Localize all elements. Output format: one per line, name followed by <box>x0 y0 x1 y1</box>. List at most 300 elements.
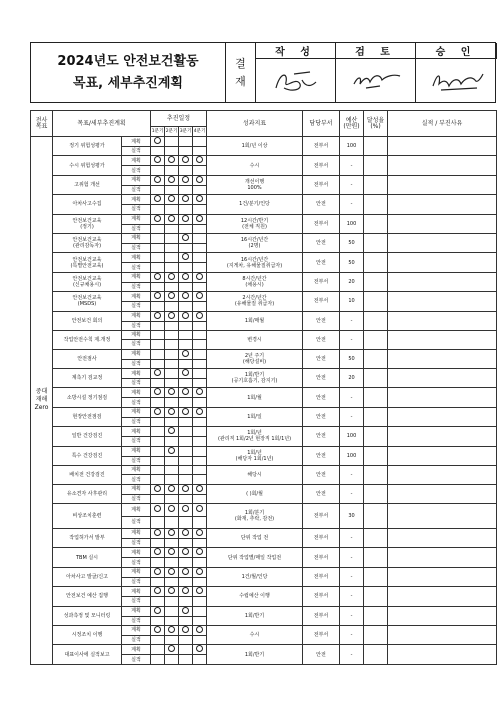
achieve-cell[interactable] <box>364 567 388 586</box>
schedule-cell <box>179 253 193 263</box>
schedule-cell <box>193 484 207 494</box>
result-cell[interactable] <box>388 253 497 272</box>
table-row <box>31 214 497 224</box>
actual-cell[interactable] <box>193 379 207 388</box>
schedule-cell <box>151 504 165 516</box>
actual-label: 실적 <box>122 224 151 233</box>
plan-label: 계획 <box>122 504 151 516</box>
achieve-cell[interactable] <box>364 606 388 625</box>
actual-cell[interactable] <box>193 437 207 446</box>
actual-cell[interactable] <box>179 379 193 388</box>
actual-cell[interactable] <box>151 147 165 156</box>
actual-cell[interactable] <box>179 597 193 606</box>
actual-cell[interactable] <box>151 243 165 252</box>
schedule-cell <box>151 567 165 577</box>
budget-cell: 20 <box>340 272 364 291</box>
actual-cell[interactable] <box>193 147 207 156</box>
item-name: 안전보건교육 (정기) <box>53 214 122 233</box>
actual-cell[interactable] <box>165 282 179 291</box>
actual-cell[interactable] <box>193 494 207 503</box>
kpi-cell: 12시간/반기 (전체 직원) <box>207 214 303 233</box>
actual-cell[interactable] <box>193 635 207 644</box>
schedule-cell <box>193 311 207 321</box>
plan-label: 계획 <box>122 567 151 577</box>
item-name: 대표이사에 실적보고 <box>53 645 122 664</box>
budget-cell: - <box>340 625 364 644</box>
planned-mark <box>168 505 175 512</box>
dept-cell: 전부서 <box>303 587 340 606</box>
achieve-cell[interactable] <box>364 330 388 349</box>
col-kpi: 성과지표 <box>207 111 303 137</box>
col-budget: 예산 (만원) <box>340 111 364 137</box>
actual-cell[interactable] <box>151 379 165 388</box>
actual-cell[interactable] <box>193 302 207 311</box>
schedule-cell <box>165 388 179 398</box>
result-cell[interactable] <box>388 272 497 291</box>
dept-cell: 안전 <box>303 466 340 485</box>
actual-cell[interactable] <box>151 475 165 484</box>
kpi-cell: 1회/반기 <box>207 645 303 664</box>
table-row <box>31 427 497 437</box>
planned-mark <box>168 587 175 594</box>
actual-cell[interactable] <box>179 302 193 311</box>
plan-label: 계획 <box>122 427 151 437</box>
result-cell[interactable] <box>388 311 497 330</box>
schedule-cell <box>165 548 179 558</box>
schedule-cell <box>193 137 207 147</box>
achieve-cell[interactable] <box>364 645 388 664</box>
actual-cell[interactable] <box>179 340 193 349</box>
actual-cell[interactable] <box>179 437 193 446</box>
dept-cell: 전부서 <box>303 625 340 644</box>
actual-cell[interactable] <box>151 616 165 625</box>
schedule-cell <box>193 253 207 263</box>
achieve-cell[interactable] <box>364 427 388 446</box>
dept-cell: 안전 <box>303 407 340 426</box>
actual-cell[interactable] <box>151 302 165 311</box>
result-cell[interactable] <box>388 446 497 465</box>
schedule-cell <box>179 156 193 166</box>
achieve-cell[interactable] <box>364 195 388 214</box>
result-cell[interactable] <box>388 528 497 547</box>
dept-cell: 안전 <box>303 369 340 388</box>
planned-mark <box>168 529 175 536</box>
actual-cell[interactable] <box>165 558 179 567</box>
actual-cell[interactable] <box>165 437 179 446</box>
actual-cell[interactable] <box>151 635 165 644</box>
document-title <box>31 43 226 102</box>
actual-cell[interactable] <box>151 456 165 465</box>
table-row <box>31 156 497 166</box>
schedule-cell <box>179 466 193 475</box>
actual-cell[interactable] <box>179 655 193 664</box>
actual-cell[interactable] <box>151 558 165 567</box>
result-cell[interactable] <box>388 427 497 446</box>
actual-cell[interactable] <box>165 538 179 547</box>
achieve-cell[interactable] <box>364 369 388 388</box>
schedule-cell <box>179 504 193 516</box>
budget-cell: 100 <box>340 137 364 156</box>
planned-mark <box>154 388 161 395</box>
actual-cell[interactable] <box>165 417 179 426</box>
achieve-cell[interactable] <box>364 446 388 465</box>
actual-cell[interactable] <box>179 538 193 547</box>
col-item: 목표/세부추진계획 <box>53 111 151 137</box>
actual-cell[interactable] <box>193 243 207 252</box>
kpi-cell: 1건/월/인당 <box>207 567 303 586</box>
actual-cell[interactable] <box>165 243 179 252</box>
schedule-cell <box>165 272 179 282</box>
result-cell[interactable] <box>388 233 497 252</box>
schedule-cell <box>165 156 179 166</box>
achieve-cell[interactable] <box>364 466 388 485</box>
kpi-cell: 1회/매월 <box>207 311 303 330</box>
actual-cell[interactable] <box>165 398 179 407</box>
actual-cell[interactable] <box>151 417 165 426</box>
actual-cell[interactable] <box>151 224 165 233</box>
actual-cell[interactable] <box>193 655 207 664</box>
actual-cell[interactable] <box>179 263 193 272</box>
planned-mark <box>168 626 175 633</box>
schedule-cell <box>193 175 207 185</box>
actual-cell[interactable] <box>151 538 165 547</box>
table-row <box>31 548 497 558</box>
schedule-cell <box>193 407 207 417</box>
actual-cell[interactable] <box>193 456 207 465</box>
schedule-cell <box>193 587 207 597</box>
actual-cell[interactable] <box>193 597 207 606</box>
result-cell[interactable] <box>388 548 497 567</box>
planned-mark <box>154 408 161 415</box>
budget-cell: - <box>340 606 364 625</box>
achieve-cell[interactable] <box>364 349 388 368</box>
plan-sheet <box>30 42 496 665</box>
actual-cell[interactable] <box>165 302 179 311</box>
budget-cell: - <box>340 156 364 175</box>
actual-cell[interactable] <box>179 185 193 194</box>
planned-mark <box>182 388 189 395</box>
col-dept: 담당부서 <box>303 111 340 137</box>
planned-mark <box>154 369 161 376</box>
achieve-cell[interactable] <box>364 272 388 291</box>
actual-cell[interactable] <box>193 616 207 625</box>
achieve-cell[interactable] <box>364 548 388 567</box>
schedule-cell <box>179 369 193 379</box>
dept-cell: 전부서 <box>303 548 340 567</box>
actual-cell[interactable] <box>193 475 207 484</box>
achieve-cell[interactable] <box>364 253 388 272</box>
result-cell[interactable] <box>388 349 497 368</box>
item-name: 작업허가서 발부 <box>53 528 122 547</box>
actual-label: 실적 <box>122 243 151 252</box>
result-cell[interactable] <box>388 587 497 606</box>
actual-cell[interactable] <box>193 577 207 586</box>
actual-cell[interactable] <box>165 635 179 644</box>
result-cell[interactable] <box>388 645 497 664</box>
achieve-cell[interactable] <box>364 528 388 547</box>
actual-cell[interactable] <box>165 263 179 272</box>
result-cell[interactable] <box>388 567 497 586</box>
planned-mark <box>182 505 189 512</box>
plan-label: 계획 <box>122 195 151 205</box>
actual-cell[interactable] <box>179 494 193 503</box>
dept-cell: 전부서 <box>303 567 340 586</box>
actual-cell[interactable] <box>151 516 165 528</box>
actual-cell[interactable] <box>179 456 193 465</box>
schedule-cell <box>151 233 165 243</box>
actual-cell[interactable] <box>151 359 165 368</box>
actual-cell[interactable] <box>193 321 207 330</box>
kpi-cell: 2년 주기 (해당설비) <box>207 349 303 368</box>
schedule-cell <box>165 587 179 597</box>
actual-cell[interactable] <box>151 321 165 330</box>
actual-cell[interactable] <box>165 379 179 388</box>
planned-mark <box>168 447 175 454</box>
actual-cell[interactable] <box>165 340 179 349</box>
actual-cell[interactable] <box>165 321 179 330</box>
actual-cell[interactable] <box>151 185 165 194</box>
item-name: 아차사고 발굴/신고 <box>53 567 122 586</box>
dept-cell: 전부서 <box>303 528 340 547</box>
dept-cell: 안전 <box>303 330 340 349</box>
result-cell[interactable] <box>388 484 497 503</box>
actual-cell[interactable] <box>179 516 193 528</box>
approver-signature <box>416 59 497 102</box>
actual-cell[interactable] <box>179 577 193 586</box>
actual-cell[interactable] <box>151 597 165 606</box>
actual-cell[interactable] <box>179 417 193 426</box>
actual-cell[interactable] <box>165 456 179 465</box>
actual-cell[interactable] <box>165 577 179 586</box>
actual-cell[interactable] <box>179 205 193 214</box>
achieve-cell[interactable] <box>364 504 388 529</box>
actual-cell[interactable] <box>179 147 193 156</box>
actual-cell[interactable] <box>193 359 207 368</box>
actual-cell[interactable] <box>165 516 179 528</box>
planned-mark <box>168 312 175 319</box>
planned-mark <box>196 548 203 555</box>
actual-cell[interactable] <box>165 597 179 606</box>
actual-cell[interactable] <box>165 655 179 664</box>
dept-cell: 안전 <box>303 195 340 214</box>
actual-cell[interactable] <box>151 398 165 407</box>
actual-cell[interactable] <box>165 494 179 503</box>
planned-mark <box>154 215 161 222</box>
planned-mark <box>168 645 175 652</box>
achieve-cell[interactable] <box>364 407 388 426</box>
schedule-cell <box>165 446 179 456</box>
actual-cell[interactable] <box>165 224 179 233</box>
item-name: 고위험 개선 <box>53 175 122 194</box>
actual-cell[interactable] <box>193 185 207 194</box>
result-cell[interactable] <box>388 625 497 644</box>
actual-cell[interactable] <box>179 475 193 484</box>
actual-cell[interactable] <box>151 340 165 349</box>
schedule-cell <box>165 567 179 577</box>
actual-cell[interactable] <box>193 398 207 407</box>
actual-cell[interactable] <box>193 417 207 426</box>
achieve-cell[interactable] <box>364 156 388 175</box>
role-approver: 승 인 <box>416 43 497 59</box>
planned-mark <box>168 273 175 280</box>
result-cell[interactable] <box>388 369 497 388</box>
budget-cell: - <box>340 330 364 349</box>
actual-cell[interactable] <box>165 359 179 368</box>
actual-cell[interactable] <box>179 635 193 644</box>
table-row <box>31 233 497 243</box>
schedule-cell <box>179 292 193 302</box>
result-cell[interactable] <box>388 466 497 485</box>
actual-cell[interactable] <box>193 538 207 547</box>
actual-cell[interactable] <box>165 205 179 214</box>
achieve-cell[interactable] <box>364 311 388 330</box>
actual-cell[interactable] <box>193 224 207 233</box>
plan-label: 계획 <box>122 446 151 456</box>
actual-cell[interactable] <box>179 321 193 330</box>
item-name: 안전보건교육 (특별안전교육) <box>53 253 122 272</box>
actual-cell[interactable] <box>193 263 207 272</box>
planned-mark <box>168 176 175 183</box>
achieve-cell[interactable] <box>364 175 388 194</box>
dept-cell: 전부서 <box>303 504 340 529</box>
schedule-cell <box>151 292 165 302</box>
achieve-cell[interactable] <box>364 484 388 503</box>
actual-cell[interactable] <box>193 166 207 175</box>
approval-label: 결 재 <box>226 43 256 102</box>
result-cell[interactable] <box>388 606 497 625</box>
planned-mark <box>154 529 161 536</box>
plan-label: 계획 <box>122 548 151 558</box>
actual-cell[interactable] <box>165 166 179 175</box>
actual-cell[interactable] <box>179 224 193 233</box>
actual-cell[interactable] <box>179 243 193 252</box>
table-row <box>31 587 497 597</box>
schedule-cell <box>165 369 179 379</box>
item-name: 현장안전점검 <box>53 407 122 426</box>
result-cell[interactable] <box>388 137 497 156</box>
schedule-cell <box>151 587 165 597</box>
schedule-cell <box>179 484 193 494</box>
actual-cell[interactable] <box>151 205 165 214</box>
actual-cell[interactable] <box>193 516 207 528</box>
dept-cell: 안전 <box>303 253 340 272</box>
schedule-cell <box>165 137 179 147</box>
actual-cell[interactable] <box>151 494 165 503</box>
actual-cell[interactable] <box>151 263 165 272</box>
item-name: 비상조치훈련 <box>53 504 122 529</box>
result-cell[interactable] <box>388 175 497 194</box>
plan-label: 계획 <box>122 466 151 475</box>
actual-cell[interactable] <box>179 282 193 291</box>
schedule-cell <box>151 272 165 282</box>
achieve-cell[interactable] <box>364 214 388 233</box>
achieve-cell[interactable] <box>364 388 388 407</box>
item-name: 정기 위험성평가 <box>53 137 122 156</box>
table-row <box>31 407 497 417</box>
actual-cell[interactable] <box>179 398 193 407</box>
schedule-cell <box>151 407 165 417</box>
kpi-cell: 단위 작업별/매일 작업전 <box>207 548 303 567</box>
budget-cell: - <box>340 311 364 330</box>
result-cell[interactable] <box>388 407 497 426</box>
planned-mark <box>168 195 175 202</box>
actual-cell[interactable] <box>151 655 165 664</box>
planned-mark <box>196 176 203 183</box>
achieve-cell[interactable] <box>364 137 388 156</box>
achieve-cell[interactable] <box>364 233 388 252</box>
schedule-cell <box>165 253 179 263</box>
actual-cell[interactable] <box>165 616 179 625</box>
document-header <box>30 42 496 103</box>
achieve-cell[interactable] <box>364 587 388 606</box>
dept-cell: 안전 <box>303 233 340 252</box>
result-cell[interactable] <box>388 195 497 214</box>
budget-cell: - <box>340 175 364 194</box>
actual-cell[interactable] <box>193 205 207 214</box>
actual-cell[interactable] <box>151 577 165 586</box>
planned-mark <box>182 215 189 222</box>
actual-cell[interactable] <box>151 282 165 291</box>
plan-label: 계획 <box>122 175 151 185</box>
col-category: 전사 목표 <box>31 111 53 137</box>
col-schedule: 추진일정 <box>151 111 207 127</box>
kpi-cell: 1회/일 <box>207 407 303 426</box>
item-name: 안전보건 회의 <box>53 311 122 330</box>
actual-cell[interactable] <box>151 437 165 446</box>
result-cell[interactable] <box>388 156 497 175</box>
actual-cell[interactable] <box>179 616 193 625</box>
actual-cell[interactable] <box>193 340 207 349</box>
result-cell[interactable] <box>388 330 497 349</box>
result-cell[interactable] <box>388 292 497 311</box>
budget-cell: 100 <box>340 427 364 446</box>
planned-mark <box>182 369 189 376</box>
planned-mark <box>196 626 203 633</box>
plan-label: 계획 <box>122 292 151 302</box>
actual-cell[interactable] <box>193 558 207 567</box>
plan-label: 계획 <box>122 369 151 379</box>
kpi-cell: 개선이행 100% <box>207 175 303 194</box>
item-name: 안전보건교육 (신규채용시) <box>53 272 122 291</box>
schedule-cell <box>165 528 179 538</box>
schedule-cell <box>179 548 193 558</box>
actual-cell[interactable] <box>165 185 179 194</box>
budget-cell: - <box>340 195 364 214</box>
planned-mark <box>196 587 203 594</box>
planned-mark <box>196 156 203 163</box>
result-cell[interactable] <box>388 388 497 407</box>
actual-label: 실적 <box>122 398 151 407</box>
schedule-cell <box>165 292 179 302</box>
dept-cell: 전부서 <box>303 272 340 291</box>
planned-mark <box>168 156 175 163</box>
actual-cell[interactable] <box>179 359 193 368</box>
result-cell[interactable] <box>388 214 497 233</box>
kpi-cell: 단위 작업 전 <box>207 528 303 547</box>
actual-cell[interactable] <box>165 147 179 156</box>
achieve-cell[interactable] <box>364 292 388 311</box>
actual-cell[interactable] <box>165 475 179 484</box>
budget-cell: 20 <box>340 369 364 388</box>
achieve-cell[interactable] <box>364 625 388 644</box>
actual-label: 실적 <box>122 321 151 330</box>
actual-cell[interactable] <box>179 166 193 175</box>
actual-cell[interactable] <box>193 282 207 291</box>
actual-cell[interactable] <box>151 166 165 175</box>
result-cell[interactable] <box>388 504 497 529</box>
actual-cell[interactable] <box>179 558 193 567</box>
actual-label: 실적 <box>122 597 151 606</box>
